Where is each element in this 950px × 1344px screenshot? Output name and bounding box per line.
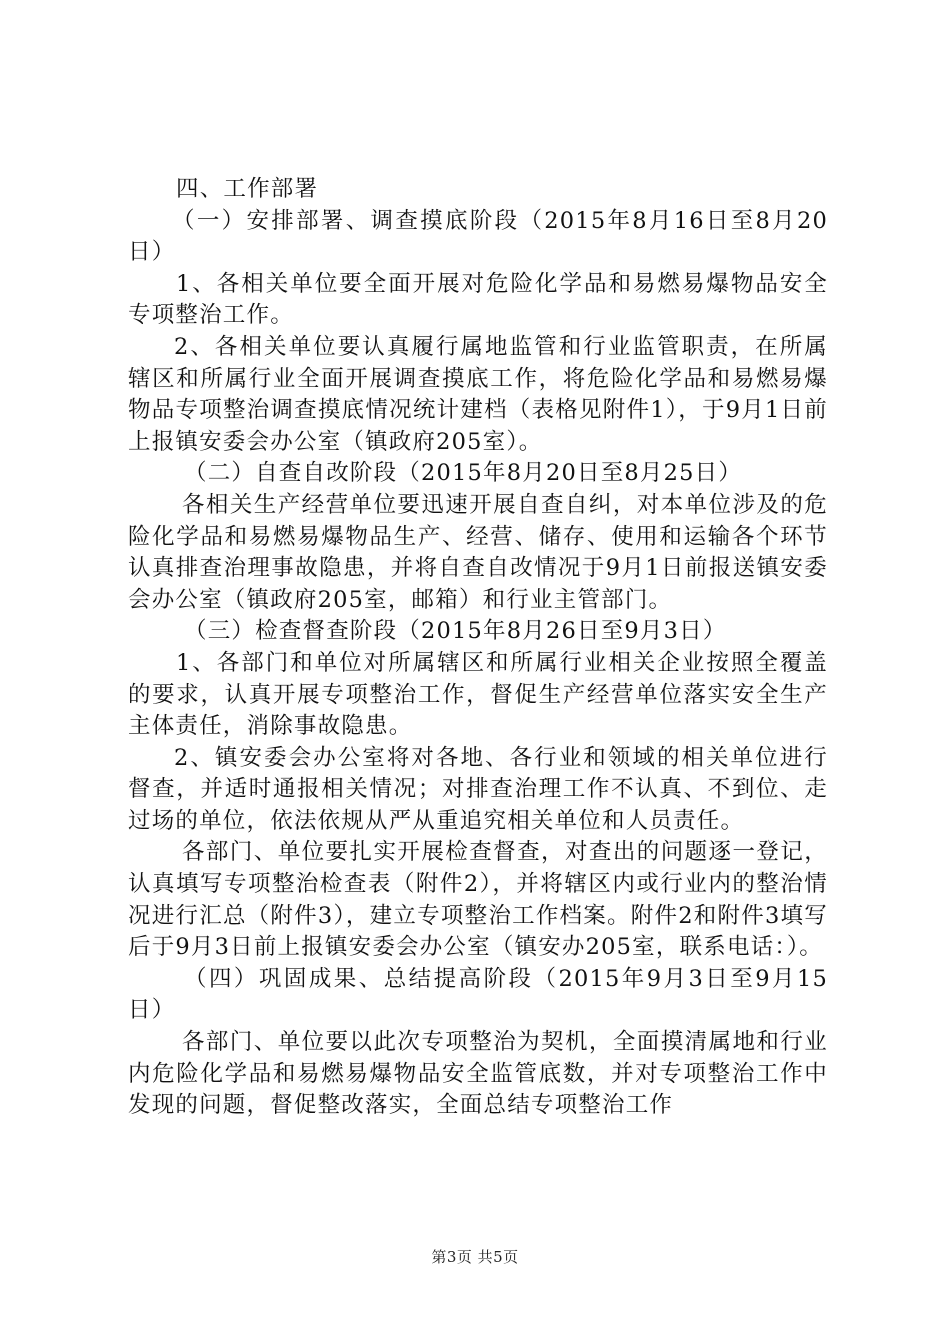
list-item: 2、各相关单位要认真履行属地监管和行业监管职责，在所属辖区和所属行业全面开展调查摸底工作，将危险化学品和易燃易爆物品专项整治调查摸底情况统计建档（表格见附件1），于9月1日前上报镇安委会办公室（镇政府205室）。: [128, 333, 828, 455]
stage-heading: （三）检查督查阶段（2015年8月26日至9月3日）: [184, 618, 727, 645]
page-number-footer: 第3页 共5页: [431, 1248, 519, 1266]
list-item: 2、镇安委会办公室将对各地、各行业和领域的相关单位进行督查，并适时通报相关情况；对排查治理工作不认真、不到位、走过场的单位，依法依规从严从重追究相关单位和人员责任。: [128, 744, 828, 834]
body-paragraph: 各部门、单位要以此次专项整治为契机，全面摸清属地和行业内危险化学品和易燃易爆物品安全监管底数，并对专项整治工作中发现的问题，督促整改落实，全面总结专项整治工作: [128, 1029, 828, 1119]
document-body: [128, 174, 828, 1122]
stage-heading: （四）巩固成果、总结提高阶段（2015年9月3日至9月15日）: [128, 965, 828, 1024]
body-paragraph: 各相关生产经营单位要迅速开展自查自纠，对本单位涉及的危险化学品和易燃易爆物品生产、经营、储存、使用和运输各个环节认真排查治理事故隐患，并将自查自改情况于9月1日前报送镇安委会办公室（镇政府205室，邮箱）和行业主管部门。: [128, 491, 828, 613]
section-heading: 四、工作部署: [176, 176, 319, 202]
stage-heading: （一）安排部署、调查摸底阶段（2015年8月16日至8月20日）: [128, 207, 828, 266]
list-item: 1、各相关单位要全面开展对危险化学品和易燃易爆物品安全专项整治工作。: [128, 270, 828, 329]
list-item: 1、各部门和单位对所属辖区和所属行业相关企业按照全覆盖的要求，认真开展专项整治工作，督促生产经营单位落实安全生产主体责任，消除事故隐患。: [128, 649, 828, 740]
body-paragraph: 各部门、单位要扎实开展检查督查，对查出的问题逐一登记，认真填写专项整治检查表（附件2），并将辖区内或行业内的整治情况进行汇总（附件3），建立专项整治工作档案。附件2和附件3填写后于9月3日前上报镇安委会办公室（镇安办205室，联系电话：）。: [128, 839, 828, 961]
stage-heading: （二）自查自改阶段（2015年8月20日至8月25日）: [184, 460, 743, 487]
